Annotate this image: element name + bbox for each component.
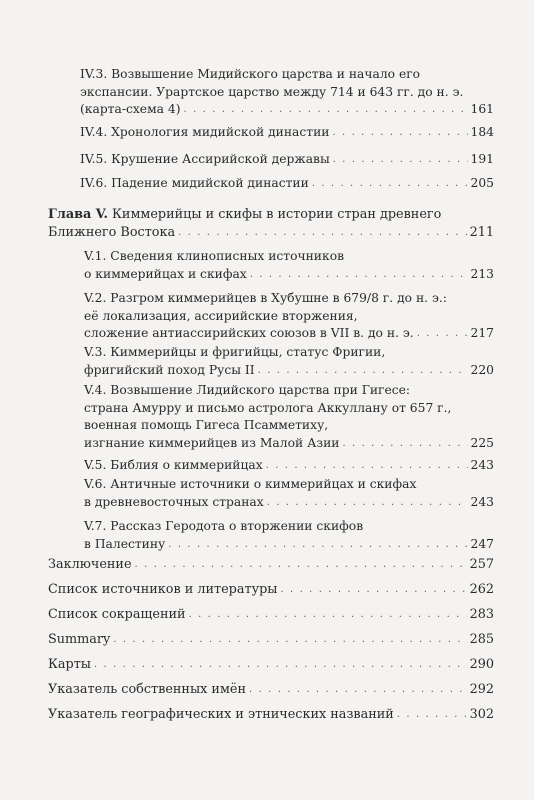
toc-entry-title: IV.4. Хронология мидийской династии bbox=[80, 125, 330, 139]
toc-entry-sources[interactable] bbox=[48, 581, 494, 599]
toc-entry-line: военная помощь Гигеса Псамметиху, bbox=[84, 418, 329, 432]
toc-entry-v4[interactable] bbox=[84, 382, 494, 452]
page-number: 243 bbox=[470, 458, 494, 472]
leader-dots bbox=[267, 494, 468, 512]
leader-dots bbox=[417, 325, 468, 343]
toc-entry-title: Указатель географических и этнических названий bbox=[48, 707, 394, 722]
page-number: 290 bbox=[469, 657, 494, 672]
toc-entry-maps[interactable] bbox=[48, 656, 494, 674]
toc-entry-iv4[interactable] bbox=[80, 124, 494, 142]
toc-entry-v7[interactable] bbox=[84, 518, 494, 553]
toc-entry-line: страна Амурру и письмо астролога Аккуллану от 657 г., bbox=[84, 400, 452, 415]
toc-entry-title: IV.5. Крушение Ассирийской державы bbox=[80, 152, 330, 166]
toc-entry-line: V.4. Возвышение Лидийского царства при Гигесе: bbox=[84, 383, 411, 397]
toc-entry-line: V.2. Разгром киммерийцев в Хубушне в 679/8 г. до н. э.: bbox=[84, 291, 447, 305]
page-number: 257 bbox=[469, 557, 494, 572]
leader-dots bbox=[249, 681, 467, 699]
toc-entry-title: Список источников и литературы bbox=[48, 582, 278, 597]
toc-entry-line: Ближнего Востока bbox=[48, 224, 176, 240]
page-number: 213 bbox=[470, 266, 494, 281]
toc-entry-title: Список сокращений bbox=[48, 607, 186, 622]
leader-dots bbox=[189, 606, 467, 624]
toc-entry-line: в древневосточных странах bbox=[84, 494, 264, 509]
page-number: 161 bbox=[470, 102, 494, 116]
toc-entry-iv6[interactable] bbox=[80, 175, 494, 193]
page-number: 211 bbox=[469, 224, 494, 240]
toc-entry-line: V.1. Сведения клинописных источников bbox=[84, 249, 345, 263]
page-number: 205 bbox=[470, 176, 494, 190]
toc-entry-title: Указатель собственных имён bbox=[48, 682, 247, 697]
leader-dots bbox=[397, 706, 467, 724]
leader-dots bbox=[178, 224, 466, 242]
leader-dots bbox=[343, 435, 468, 453]
toc-entry-line: (карта-схема 4) bbox=[80, 102, 181, 116]
toc-entry-v5[interactable] bbox=[84, 457, 494, 475]
toc-entry-abbreviations[interactable] bbox=[48, 606, 494, 624]
toc-entry-v3[interactable] bbox=[84, 344, 494, 379]
toc-entry-line: V.3. Киммерийцы и фригийцы, статус Фригии, bbox=[84, 345, 386, 359]
leader-dots bbox=[250, 266, 468, 284]
toc-chapter-v[interactable] bbox=[48, 206, 494, 241]
chapter-label: Глава V. bbox=[48, 207, 108, 222]
toc-entry-line: экспансии. Урартское царство между 714 и 643 гг. до н. э. bbox=[80, 84, 464, 99]
page-number: 285 bbox=[469, 632, 494, 647]
page-number: 247 bbox=[470, 536, 494, 551]
toc-entry-line: сложение антиассирийских союзов в VII в. до н. э. bbox=[84, 326, 414, 340]
toc-entry-names-index[interactable] bbox=[48, 681, 494, 699]
page-number: 220 bbox=[470, 362, 494, 377]
toc-entry-title: Summary bbox=[48, 632, 111, 647]
leader-dots bbox=[113, 631, 466, 649]
toc-entry-iv5[interactable] bbox=[80, 151, 494, 169]
page-number: 283 bbox=[469, 607, 494, 622]
toc-entry-line: Киммерийцы и скифы в истории стран древнего bbox=[112, 207, 442, 222]
toc-entry-summary[interactable] bbox=[48, 631, 494, 649]
toc-entry-line: о киммерийцах и скифах bbox=[84, 266, 247, 281]
toc-entry-v1[interactable] bbox=[84, 248, 494, 283]
toc-entry-title: Карты bbox=[48, 657, 91, 672]
leader-dots bbox=[333, 151, 468, 169]
page-number: 302 bbox=[469, 707, 494, 722]
toc-entry-conclusion[interactable] bbox=[48, 556, 494, 574]
toc-entry-line: её локализация, ассирийские вторжения, bbox=[84, 308, 358, 323]
toc-entry-v6[interactable] bbox=[84, 476, 494, 511]
toc-entry-line: фригийский поход Русы II bbox=[84, 362, 255, 377]
page-number: 217 bbox=[470, 326, 494, 340]
leader-dots bbox=[312, 175, 468, 193]
toc-entry-line: V.6. Античные источники о киммерийцах и скифах bbox=[84, 477, 417, 491]
leader-dots bbox=[280, 581, 466, 599]
toc-entry-title: IV.6. Падение мидийской династии bbox=[80, 176, 309, 190]
leader-dots bbox=[94, 656, 467, 674]
leader-dots bbox=[332, 124, 467, 142]
toc-entry-v2[interactable] bbox=[84, 290, 494, 343]
leader-dots bbox=[184, 101, 468, 119]
toc-entry-title: V.5. Библия о киммерийцах bbox=[84, 458, 263, 472]
toc-entry-title: Заключение bbox=[48, 557, 132, 572]
leader-dots bbox=[266, 457, 468, 475]
page-number: 243 bbox=[470, 494, 494, 509]
page-number: 191 bbox=[470, 152, 494, 166]
page-number: 292 bbox=[469, 682, 494, 697]
toc-entry-iv3[interactable] bbox=[80, 66, 494, 119]
toc-entry-line: V.7. Рассказ Геродота о вторжении скифов bbox=[84, 519, 364, 533]
toc-entry-line: IV.3. Возвышение Мидийского царства и начало его bbox=[80, 67, 421, 81]
toc-entry-line: изгнание киммерийцев из Малой Азии bbox=[84, 435, 340, 450]
toc-entry-geo-index[interactable] bbox=[48, 706, 494, 724]
page-number: 184 bbox=[470, 125, 494, 139]
toc-entry-line: в Палестину bbox=[84, 536, 166, 551]
page-number: 225 bbox=[470, 435, 494, 450]
leader-dots bbox=[168, 536, 467, 554]
leader-dots bbox=[135, 556, 467, 574]
leader-dots bbox=[258, 362, 468, 380]
page-number: 262 bbox=[469, 582, 494, 597]
